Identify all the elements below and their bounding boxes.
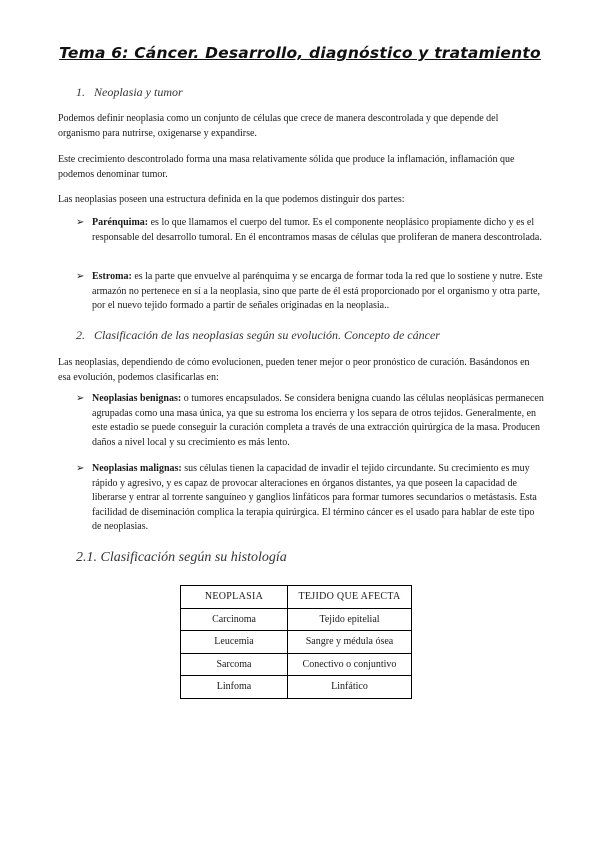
table-row [181,676,412,699]
section-2-1-number: 2.1. [76,550,97,565]
table-cell-neoplasia: Carcinoma [181,608,288,631]
arrowhead-bullet-icon: ➢ [76,463,85,474]
histology-table [180,585,412,699]
bullet-text [92,216,544,245]
bullet-neoplasias-malignas [76,462,544,535]
section-1-heading [76,85,183,100]
section-2-1-title: Clasificación según su histología [100,550,287,565]
bullet-parenquima [76,216,544,245]
bullet-text [92,392,544,450]
bullet-estroma [76,270,544,314]
section-1-paragraph-2: Este crecimiento descontrolado forma una masa relativamente sólida que produce la inflamación, inflamación que podemos denominar tumor. [58,154,515,180]
bullet-neoplasias-benignas [76,392,544,450]
section-2-1-heading [76,550,287,566]
arrowhead-bullet-icon: ➢ [76,271,85,282]
bullet-description: es la parte que envuelve al parénquima y se encarga de formar toda la red que lo sostiene y nutre. Este armazón no pertenece en sí a la neoplasia, sino que parte de él está proporcionado por el organismo y otra parte, por el nuevo tejido formado a partir de señales originadas en la neoplasia.. [92,271,543,311]
table-row [181,631,412,654]
bullet-description: sus células tienen la capacidad de invadir el tejido circundante. Su crecimiento es muy rápido y agresivo, y es capaz de provocar alteraciones en órganos distantes, ya que poseen la capacidad de liberarse y entrar al torrente sanguíneo y ganglios linfáticos para formar tumores secundarios o metástasis. Esta facilidad de diseminación complica la terapia quirúrgica. El término cáncer es el usado para hablar de este tipo de neoplasias. [92,463,537,532]
table-cell-neoplasia: Leucemia [181,631,288,654]
bullet-term: Estroma: [92,271,132,282]
table-header-row [181,586,412,609]
section-2-number: 2. [76,328,85,342]
table-cell-tejido: Tejido epitelial [288,608,412,631]
table-row [181,653,412,676]
bullet-description: o tumores encapsulados. Se considera benigna cuando las células neoplásicas permanecen agrupadas como una masa única, ya que su estroma los encierra y los separa de otros tejidos. Generalmente, en este estadio se puede conseguir la curación completa a través de una extracción quirúrgica de la masa. Producen daños a nivel local y su crecimiento es más lento. [92,393,544,448]
bullet-term: Neoplasias malignas: [92,463,182,474]
section-2-title: Clasificación de las neoplasias según su evolución. Concepto de cáncer [94,328,440,342]
table-cell-tejido: Sangre y médula ósea [288,631,412,654]
bullet-text [92,270,544,314]
table-header-cell: NEOPLASIA [181,586,288,609]
table-cell-neoplasia: Linfoma [181,676,288,699]
section-2-paragraph-1: Las neoplasias, dependiendo de cómo evolucionen, pueden tener mejor o peor pronóstico de curación. Basándonos en esa evolución, podemos clasificarlas en: [58,357,530,383]
bullet-text [92,462,544,535]
table-row [181,608,412,631]
table-header-cell: TEJIDO QUE AFECTA [288,586,412,609]
section-1-paragraph-3: Las neoplasias poseen una estructura definida en la que podemos distinguir dos partes: [58,194,405,205]
bullet-term: Parénquima: [92,217,149,228]
table-cell-tejido: Conectivo o conjuntivo [288,653,412,676]
section-1-paragraph-1: Podemos definir neoplasia como un conjunto de células que crece de manera descontrolada y que depende del organismo para nutrirse, oxigenarse y expandirse. [58,113,499,139]
table-cell-tejido: Linfático [288,676,412,699]
arrowhead-bullet-icon: ➢ [76,217,85,228]
arrowhead-bullet-icon: ➢ [76,393,85,404]
section-2-heading [76,328,440,343]
table-cell-neoplasia: Sarcoma [181,653,288,676]
section-1-title: Neoplasia y tumor [94,85,183,99]
document-title: Tema 6: Cáncer. Desarrollo, diagnóstico y tratamiento [59,44,541,62]
section-1-number: 1. [76,85,85,99]
bullet-description: es lo que llamamos el cuerpo del tumor. Es el componente neoplásico propiamente dicho y es el responsable del desarrollo tumoral. En él encontramos masas de células que proliferan de manera descontrolada. [92,217,542,243]
bullet-term: Neoplasias benignas: [92,393,182,404]
